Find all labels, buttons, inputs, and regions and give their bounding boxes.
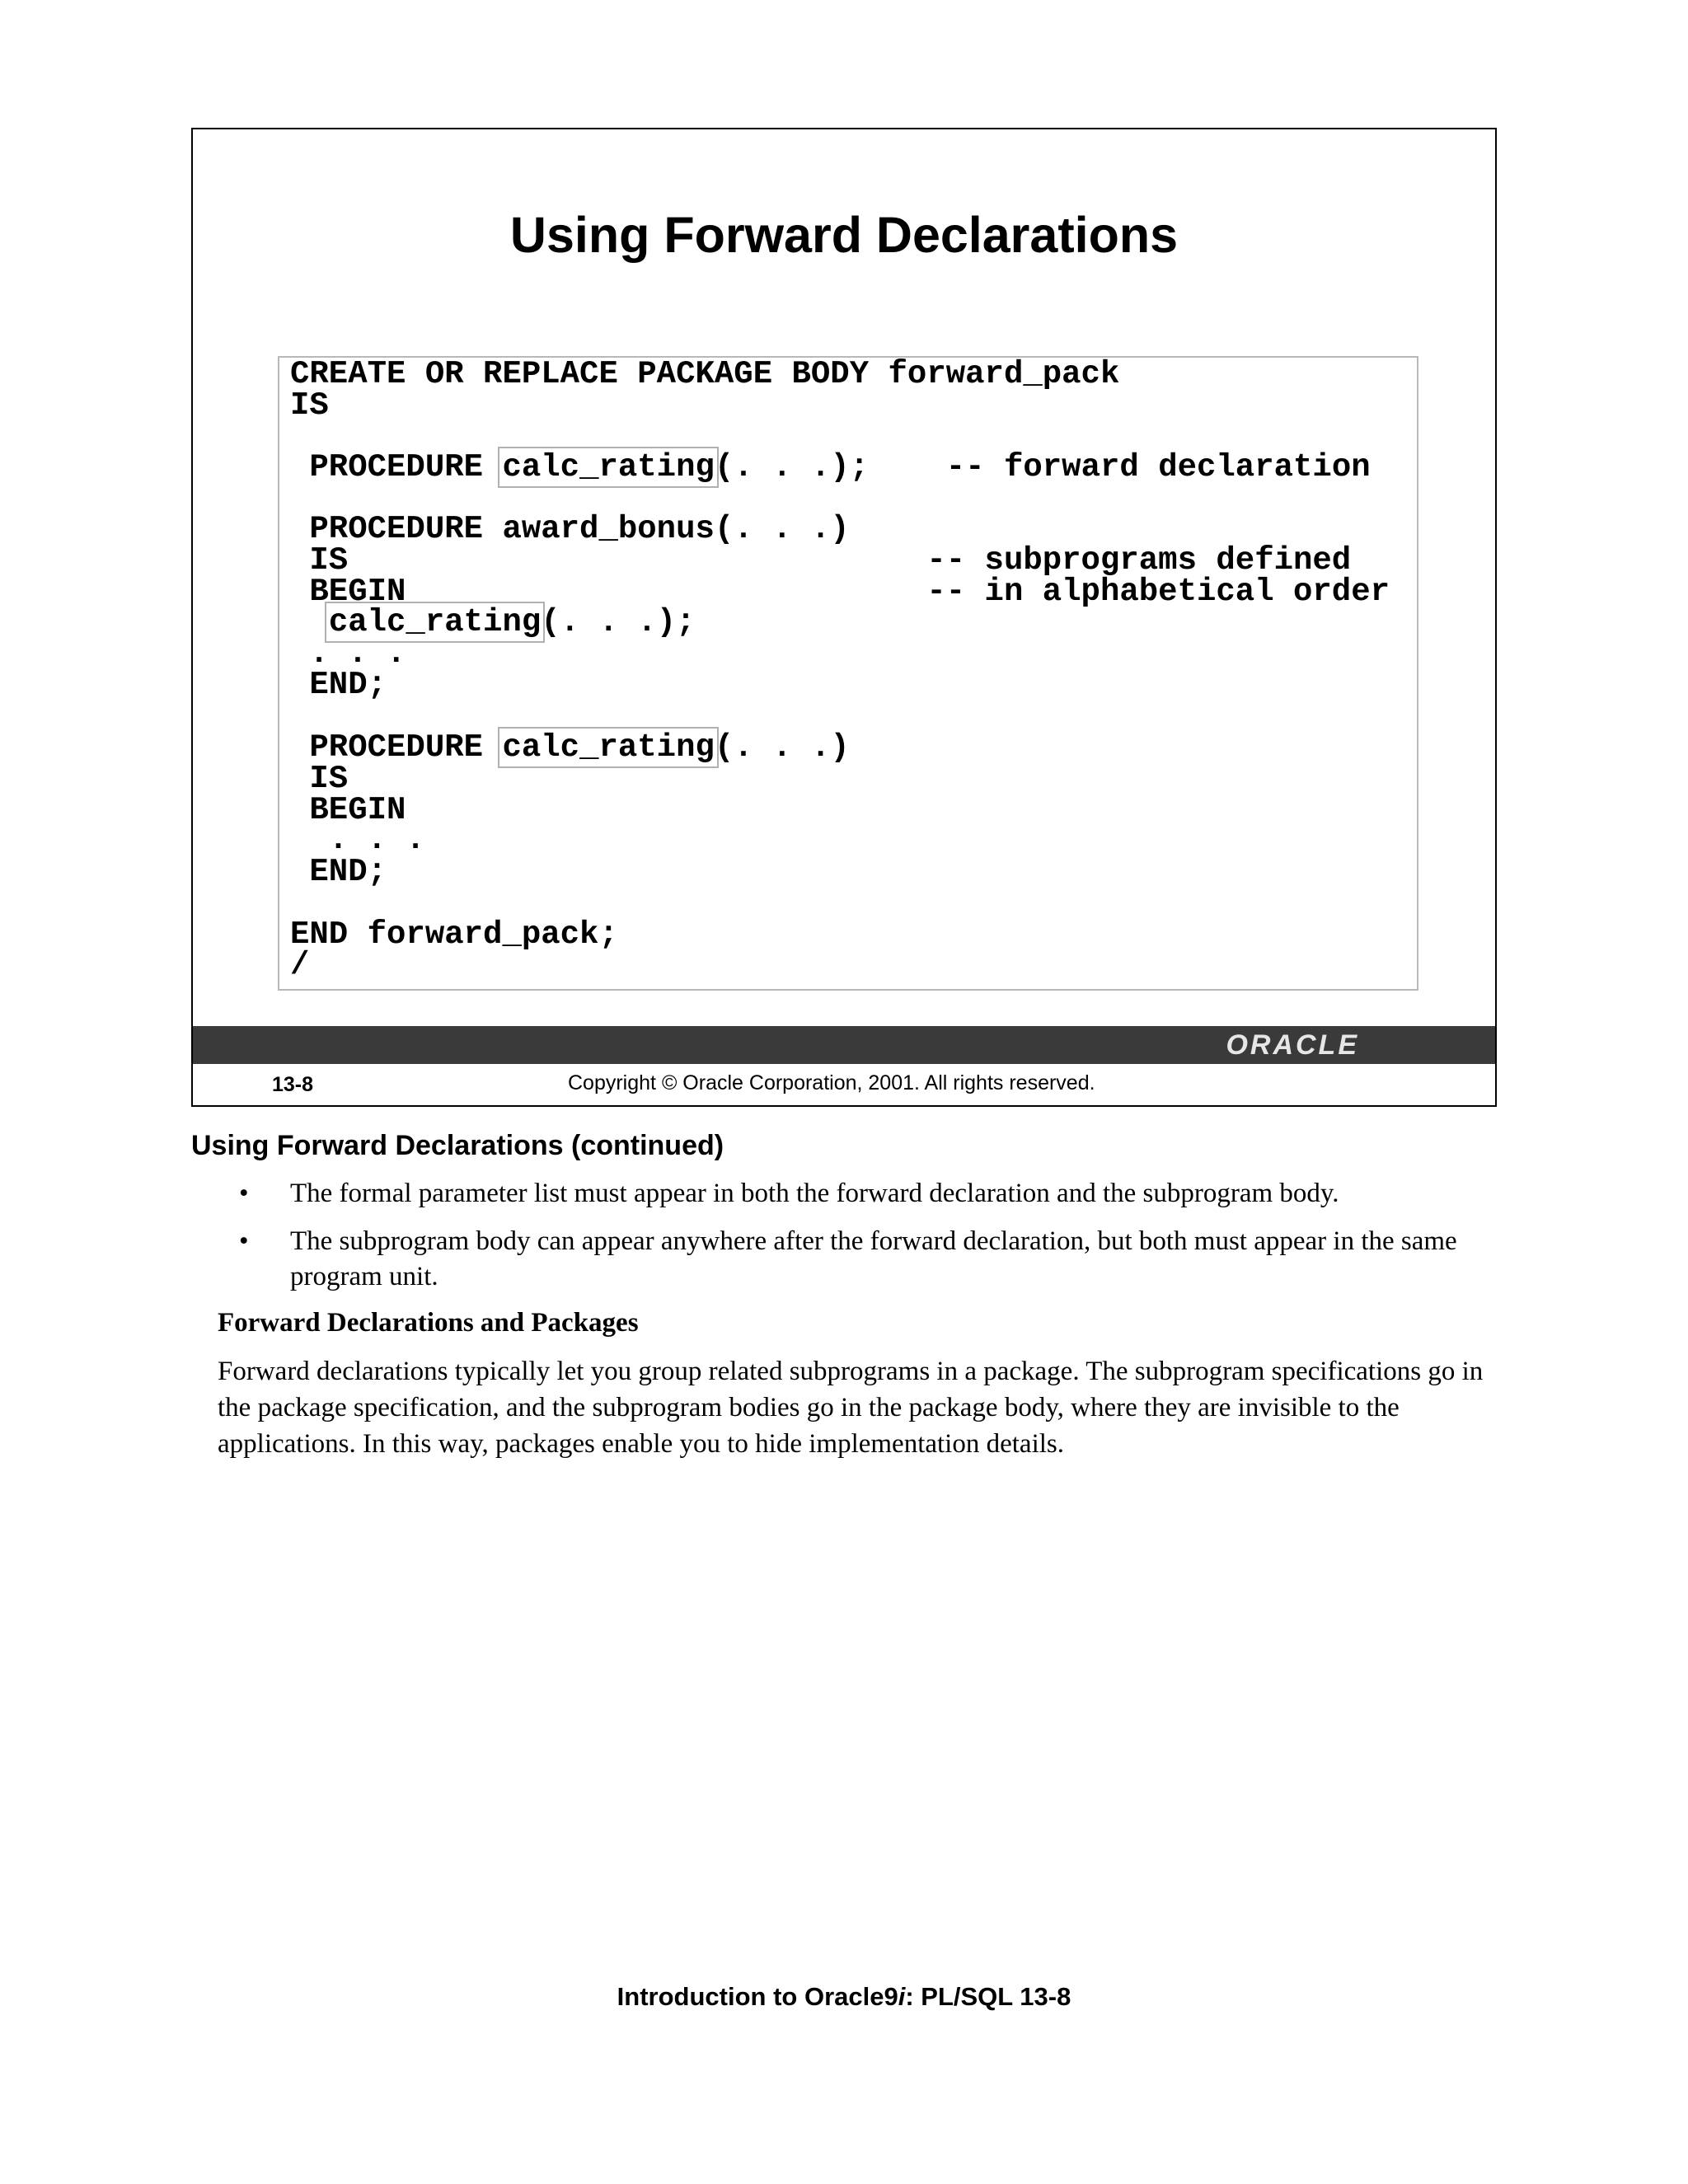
code-line: . . .	[290, 635, 406, 672]
slide-footer-bar	[193, 1026, 1495, 1064]
list-item	[239, 1176, 1525, 1212]
code-text: (. . .)	[714, 729, 850, 766]
notes-heading: Using Forward Declarations (continued)	[191, 1130, 724, 1161]
code-text: PROCEDURE	[290, 729, 503, 766]
highlighted-identifier: calc_rating	[502, 729, 715, 766]
code-text: PROCEDURE	[290, 449, 503, 485]
code-block	[278, 356, 1418, 991]
code-line: IS	[290, 761, 349, 797]
code-line: END;	[290, 854, 387, 890]
code-line: END;	[290, 667, 387, 703]
code-line: IS -- subprograms defined	[290, 542, 1352, 579]
list-item	[239, 1224, 1525, 1295]
code-line: /	[290, 947, 310, 983]
code-line	[290, 451, 1371, 484]
bullet-text: The formal parameter list must appear in both the forward declaration and the subprogram body.	[290, 1179, 1339, 1208]
code-line: CREATE OR REPLACE PACKAGE BODY forward_pack	[290, 356, 1120, 392]
code-line: BEGIN -- in alphabetical order	[290, 574, 1390, 610]
body-paragraph: Forward declarations typically let you group related subprograms in a package. The subprogram specifications go in the package specification, and the subprogram bodies go in the package body, where they are invisible to the applications. In this way, packages enable you to hide implementation details.	[218, 1357, 1484, 1459]
code-text: (. . .); -- forward declaration	[714, 449, 1371, 485]
oracle-logo: ORACLE	[1226, 1029, 1359, 1061]
footer-italic: i	[898, 1982, 906, 2011]
bullet-icon: •	[239, 1179, 249, 1208]
slide-frame	[191, 128, 1497, 1107]
code-line	[290, 731, 850, 764]
section-subheading: Forward Declarations and Packages	[218, 1308, 639, 1338]
bullet-text: The subprogram body can appear anywhere after the forward declaration, but both must appear in the same program unit.	[290, 1226, 1457, 1291]
code-line: IS	[290, 387, 329, 424]
code-line: . . .	[290, 822, 425, 858]
code-line: BEGIN	[290, 792, 406, 828]
code-line: END forward_pack;	[290, 916, 618, 953]
footer-text: : PL/SQL 13-8	[905, 1982, 1071, 2011]
slide-title: Using Forward Declarations	[509, 207, 1179, 263]
highlighted-identifier: calc_rating	[328, 604, 542, 640]
code-text: (. . .);	[541, 604, 696, 640]
highlighted-identifier: calc_rating	[502, 449, 715, 485]
page-footer	[0, 1982, 1688, 2012]
code-line	[290, 606, 696, 639]
bullet-icon: •	[239, 1226, 249, 1256]
copyright-notice: Copyright © Oracle Corporation, 2001. All rights reserved.	[568, 1071, 1095, 1094]
slide-number: 13-8	[272, 1073, 314, 1096]
footer-text: Introduction to Oracle9	[617, 1982, 898, 2011]
code-line: PROCEDURE award_bonus(. . .)	[290, 511, 850, 547]
